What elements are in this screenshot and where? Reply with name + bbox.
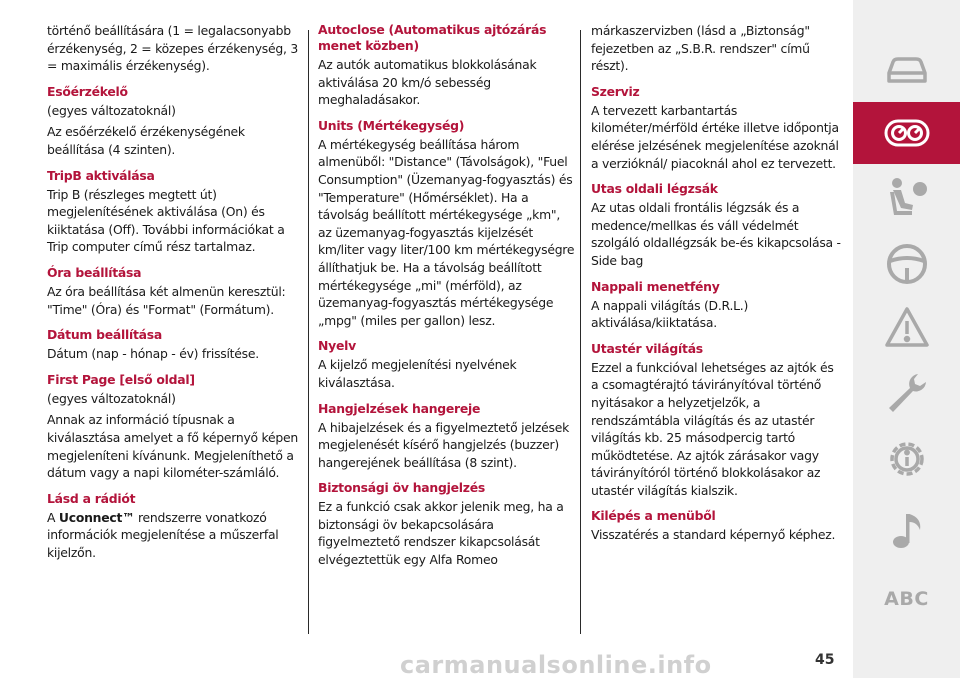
tab-safety[interactable] [853, 167, 960, 229]
section-title-tripb: TripB aktiválása [47, 167, 155, 183]
dashboard-gauges-icon [884, 110, 930, 156]
page-number: 45 [815, 652, 835, 668]
paragraph: Az óra beállítása két almenün keresztül: "Time" (Óra) és "Format" (Formátum). [47, 283, 286, 317]
tab-dashboard[interactable] [853, 102, 960, 164]
section-title-passenger-airbag: Utas oldali légzsák [591, 181, 718, 197]
section-title-first-page: First Page [első oldal] [47, 371, 195, 387]
paragraph: Dátum (nap - hónap - év) frissítése. [47, 346, 259, 362]
section-title-date: Dátum beállítása [47, 327, 163, 343]
chapter-sidebar [853, 0, 960, 678]
wrench-icon [884, 370, 930, 416]
tab-index[interactable] [853, 568, 960, 630]
paragraph-uconnect [47, 509, 299, 562]
column-2 [318, 22, 576, 573]
column-1 [47, 22, 299, 565]
section-title-service: Szerviz [591, 83, 640, 99]
section-title-rain-sensor: Esőérzékelő [47, 83, 128, 99]
section-title-buzzer-volume: Hangjelzések hangereje [318, 400, 481, 416]
column-divider [308, 30, 309, 634]
section-title-autoclose: Autoclose (Automatikus ajtózárás menet közben) [318, 22, 547, 53]
technical-data-gear-icon [884, 436, 930, 482]
car-icon [884, 46, 930, 92]
airbag-passenger-icon [884, 175, 930, 221]
section-title-units: Units (Mértékegység) [318, 117, 465, 133]
paragraph: Annak az információ típusnak a kiválasztása amelyet a fő képernyő képen megjeleníteni kívánunk. Megjeleníthető a dátum vagy a napi kilométer-számláló. [47, 412, 298, 481]
section-title-exit-menu: Kilépés a menüből [591, 508, 716, 524]
section-title-clock: Óra beállítása [47, 264, 142, 280]
col3-intro: márkaszervizben (lásd a „Biztonság" fejezetben az „S.B.R. rendszer" című részt). [591, 23, 810, 74]
column-divider [580, 30, 581, 634]
paragraph: Az esőérzékelő érzékenységének beállítása (4 szinten). [47, 124, 245, 157]
paragraph: A hibajelzések és a figyelmeztető jelzések megjelenését kísérő hangjelzés (buzzer) hangerejének beállítása (8 szint). [318, 419, 570, 470]
column-3 [591, 22, 843, 548]
tab-starting-driving[interactable] [853, 233, 960, 295]
watermark: carmanualsonline.info [400, 651, 712, 679]
paragraph: (egyes változatoknál) [47, 102, 176, 118]
tab-car[interactable] [853, 38, 960, 100]
tab-maintenance[interactable] [853, 362, 960, 424]
paragraph: (egyes változatoknál) [47, 390, 176, 406]
paragraph: A tervezett karbantartás kilométer/mérföld értéke illetve időpontja elérése jelzésének megjelenítése azoknál a verzióknál/ piacoknál ahol ez tervezett. [591, 102, 839, 171]
section-title-seatbelt-buzzer: Biztonsági öv hangjelzés [318, 480, 485, 496]
tab-multimedia[interactable] [853, 500, 960, 562]
paragraph: Ez a funkció csak akkor jelenik meg, ha a biztonsági öv bekapcsolására figyelmeztető rendszer kikapcsolását elvégeztettük egy Alfa Romeo [318, 499, 564, 568]
section-title-radio: Lásd a rádiót [47, 490, 136, 506]
paragraph: Az autók automatikus blokkolásának aktiválása 20 km/ó sebesség meghaladásakor. [318, 57, 537, 108]
text: rendszerre vonatkozó információk megjelenítése a műszerfal kijelzőn. [47, 509, 279, 560]
col1-intro: történő beállítására (1 = legalacsonyabb érzékenység, 2 = közepes érzékenység, 3 = maximális érzékenység). [47, 23, 299, 74]
uconnect-brand: Uconnect™ [58, 509, 135, 525]
paragraph: A nappali világítás (D.R.L.) aktiválása/kiiktatása. [591, 297, 749, 331]
section-title-interior-lighting: Utastér világítás [591, 340, 703, 356]
music-note-icon [884, 508, 930, 554]
steering-wheel-icon [884, 241, 930, 287]
text: A [47, 509, 59, 525]
paragraph: A mértékegység beállítása három almenüből: "Distance" (Távolságok), "Fuel Consumption" (Üzemanyag-fogyasztás) és "Temperature" (Hőmérséklet). Ha a távolság beállított mértékegysége „km", az üzemanyag-fogyasztás kijelzését km/liter vagy liter/100 km mértékegységre állíthatjuk be. Ha a távolság beállított mértékegysége „mi" (mérföld), az üzemanyag-fogyasztás mértékegysége „mpg" (miles per gallon) lesz. [318, 136, 575, 328]
paragraph: Az utas oldali frontális légzsák és a medence/mellkas és váll védelmét szolgáló oldallégzsák be-és kikapcsolása - Side bag [591, 200, 841, 268]
paragraph: A kijelző megjelenítési nyelvének kiválasztása. [318, 357, 517, 390]
abc-index-label: ABC [884, 588, 929, 610]
warning-triangle-icon [884, 305, 930, 351]
section-title-daytime-lights: Nappali menetfény [591, 278, 720, 294]
tab-warning-lights[interactable] [853, 297, 960, 359]
paragraph: Trip B (részleges megtett út) megjelenítésének aktiválása (On) és kiiktatása (Off). További információkat a Trip computer című rész tartalmaz. [47, 186, 285, 255]
paragraph: Ezzel a funkcióval lehetséges az ajtók és a csomagtérajtó távirányítóval történő nyitásakor a helyzetjelzők, a rendszámtábla világítás és az utastér világítás kb. 25 másodpercig tartó működtetése. Az ajtók zárásakor vagy távirányítóról történő blokkolásakor az utastér világítás kialszik. [591, 359, 834, 498]
tab-technical-data[interactable] [853, 428, 960, 490]
section-title-language: Nyelv [318, 338, 356, 354]
paragraph: Visszatérés a standard képernyő képhez. [591, 527, 836, 543]
